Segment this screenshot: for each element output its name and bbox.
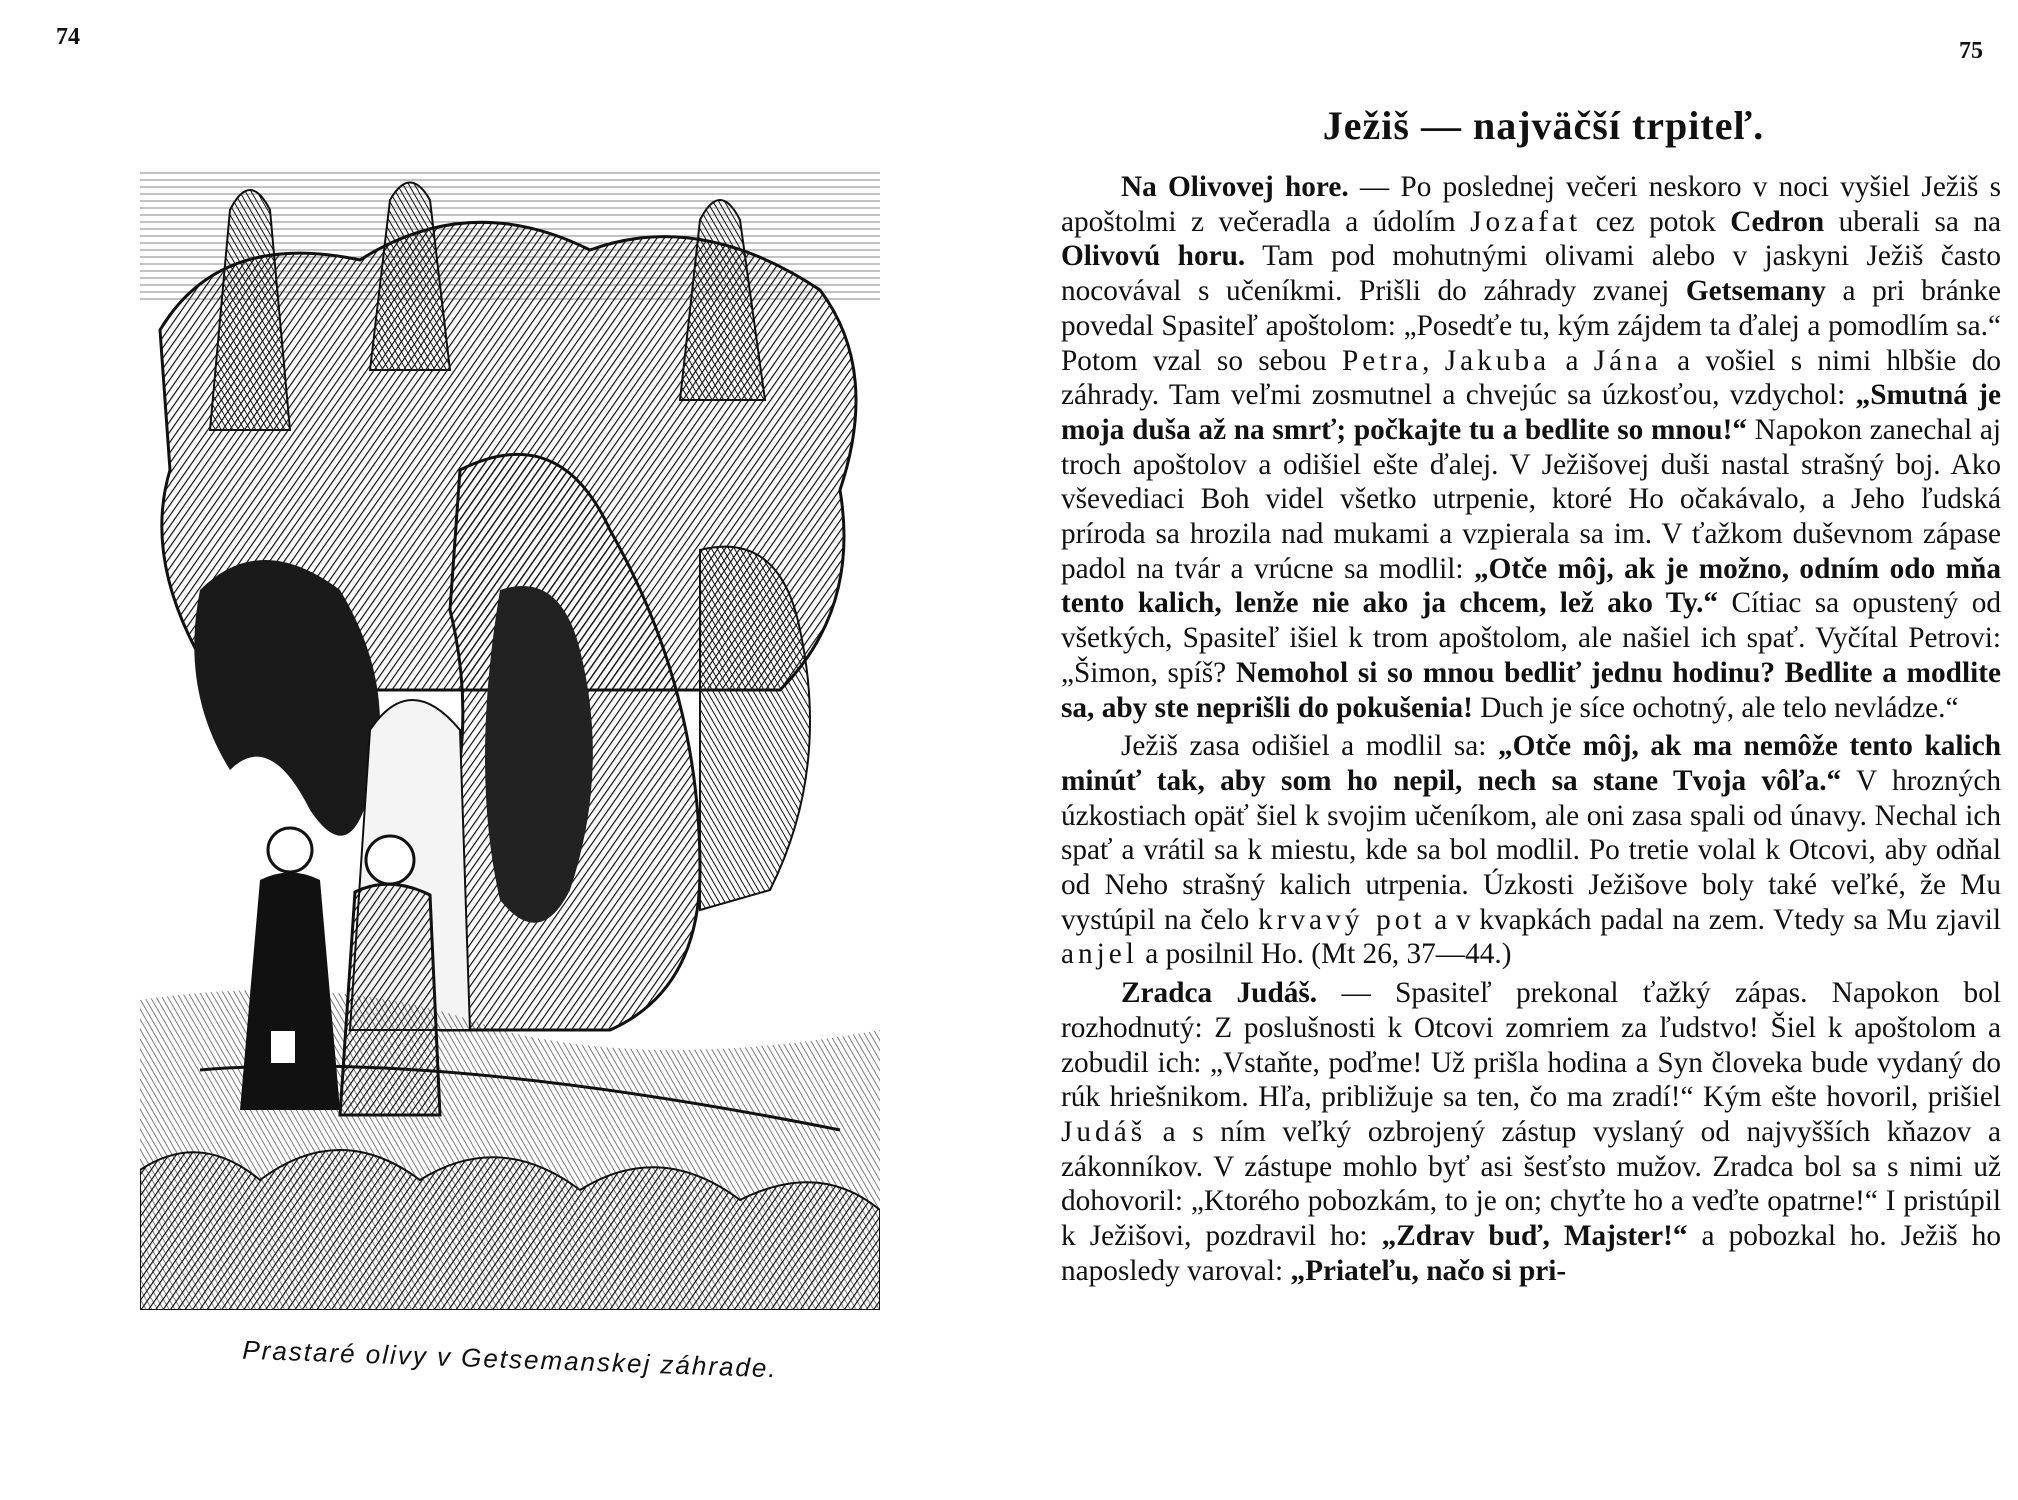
text-run: a <box>1550 344 1594 377</box>
bold-run: Cedron <box>1730 205 1825 238</box>
bold-run: „Priateľu, načo si pri- <box>1290 1254 1567 1287</box>
illustration-caption: Prastaré olivy v Getsemanskej záhrade. <box>241 1334 779 1384</box>
right-page-number: 75 <box>1959 38 1983 64</box>
text-run: Duch je síce ochotný, ale telo nevládze.“ <box>1472 691 1959 724</box>
bold-run: „Smutná je moja duša až na smrť; počkajte tu a bedlite so mnou!“ <box>1061 379 2001 446</box>
spaced-run: Jakuba <box>1444 344 1551 377</box>
text-run: a pobozkal ho. Ježiš ho naposledy varoval: <box>1061 1220 2001 1287</box>
right-page <box>1009 0 2018 1500</box>
paragraph <box>1061 976 2001 1288</box>
bold-run: Nemohol si so mnou bedliť jednu hodinu? Bedlite a modlite sa, aby ste neprišli do pokušenia! <box>1061 656 2001 724</box>
text-run: a pri bránke povedal Spasiteľ apoštolom: „Posedťe tu, kým zájdem ta ďalej a pomodlím sa.“ Potom vzal so sebou <box>1061 275 2001 377</box>
text-run: — Spasiteľ prekonal ťažký zápas. Napokon bol rozhodnutý: Z poslušnosti k Otcovi zomriem za ľudstvo! Šiel k apoštolom a zobudil ich: „Vstaňte, poďme! Už prišla hodina a Syn človeka bude vydaný do rúk hriešnikom. Hľa, približuje sa ten, čo ma zradí!“ Kým ešte hovoril, prišiel <box>1061 977 2001 1114</box>
bold-run: „Otče môj, ak je možno, odním odo mňa tento kalich, lenže nie ako ja chcem, lež ako Ty.“ <box>1061 552 2001 620</box>
spaced-run: anjel <box>1061 938 1138 971</box>
text-run: — Po poslednej večeri neskoro v noci vyšiel Ježiš s apoštolmi z večeradla a údolím <box>1061 171 2001 238</box>
bold-run: „Otče môj, ak ma nemôže tento kalich minúť tak, aby som ho nepil, nech sa stane Tvoja vôľa.“ <box>1061 730 2001 797</box>
monk-figure-left <box>240 828 340 1110</box>
text-run: Tam pod mohutnými olivami alebo v jaskyni Ježiš často nocovával s učeníkmi. Prišli do záhrady zvanej <box>1061 240 2001 308</box>
spaced-run: Judáš <box>1061 1115 1147 1148</box>
spaced-run: Jána <box>1593 344 1662 377</box>
text-run: a s ním veľký ozbrojený zástup vyslaný od najvyšších kňazov a zákonníkov. V zástupe mohlo byť asi šesťsto mužov. Zradca bol sa s nimi už dohovoril: „Ktorého pobozkám, to je on; chyťte ho a veďte opatrne!“ I pristúpil k Ježišovi, pozdravil ho: <box>1061 1115 2001 1253</box>
bold-run: „Zdrav buď, Majster!“ <box>1381 1220 1688 1253</box>
left-page-number: 74 <box>56 24 80 50</box>
spaced-run: Petra <box>1341 344 1423 377</box>
paragraph <box>1061 170 2001 725</box>
text-run: a v kvapkách padal na zem. Vtedy sa Mu zjavil <box>1425 903 2001 936</box>
chapter-title: Ježiš — najväčší trpiteľ. <box>1322 103 1765 148</box>
body-text <box>1061 170 2001 1293</box>
olive-garden-illustration <box>140 170 880 1310</box>
text-run: a vošiel s nimi hlbšie do záhrady. Tam veľmi zosmutnel a chvejúc sa úzkosťou, vzdychol: <box>1061 344 2002 412</box>
spaced-run: Jozafat <box>1470 205 1582 238</box>
text-run: Napokon zanechal aj troch apoštolov a odišiel ešte ďalej. V Ježišovej duši nastal strašný boj. Ako vševediaci Boh videl všetko utrpenie, ktoré Ho očakávalo, a Jeho ľudská príroda sa hrozila nad mukami a vzpierala sa im. V ťažkom duševnom zápase padol na tvár a vrúcne sa modlil: <box>1061 413 2001 585</box>
text-run: Cítiac sa opustený od všetkých, Spasiteľ išiel k trom apoštolom, ale našiel ich spať. Vyčítal Petrovi: „Šimon, spíš? <box>1061 587 2001 689</box>
bold-run: Zradca Judáš. <box>1121 977 1318 1010</box>
text-run: Ježiš zasa odišiel a modlil sa: <box>1121 730 1498 763</box>
text-run: , <box>1422 344 1445 377</box>
text-run: V hrozných úzkostiach opäť šiel k svojim učeníkom, ale oni zasa spali od únavy. Nechal ich spať a vrátil sa k miestu, kde sa bol modlil. Po tretie volal k Otcovi, aby odňal od Neho strašný kalich utrpenia. Úzkosti Ježišove boly také veľké, že Mu vystúpil na čelo <box>1061 764 2001 936</box>
bold-run: Olivovú horu. <box>1061 240 1246 273</box>
text-run: cez potok <box>1581 205 1731 238</box>
spaced-run: krvavý pot <box>1258 903 1426 936</box>
paragraph <box>1061 729 2001 972</box>
text-run: a posilnil Ho. (Mt 26, 37—44.) <box>1137 938 1512 971</box>
text-run: uberali sa na <box>1824 205 2001 238</box>
bold-run: Na Olivovej hore. <box>1121 171 1349 203</box>
bold-run: Getsemany <box>1685 275 1826 308</box>
illustration-drawing <box>140 170 880 1310</box>
